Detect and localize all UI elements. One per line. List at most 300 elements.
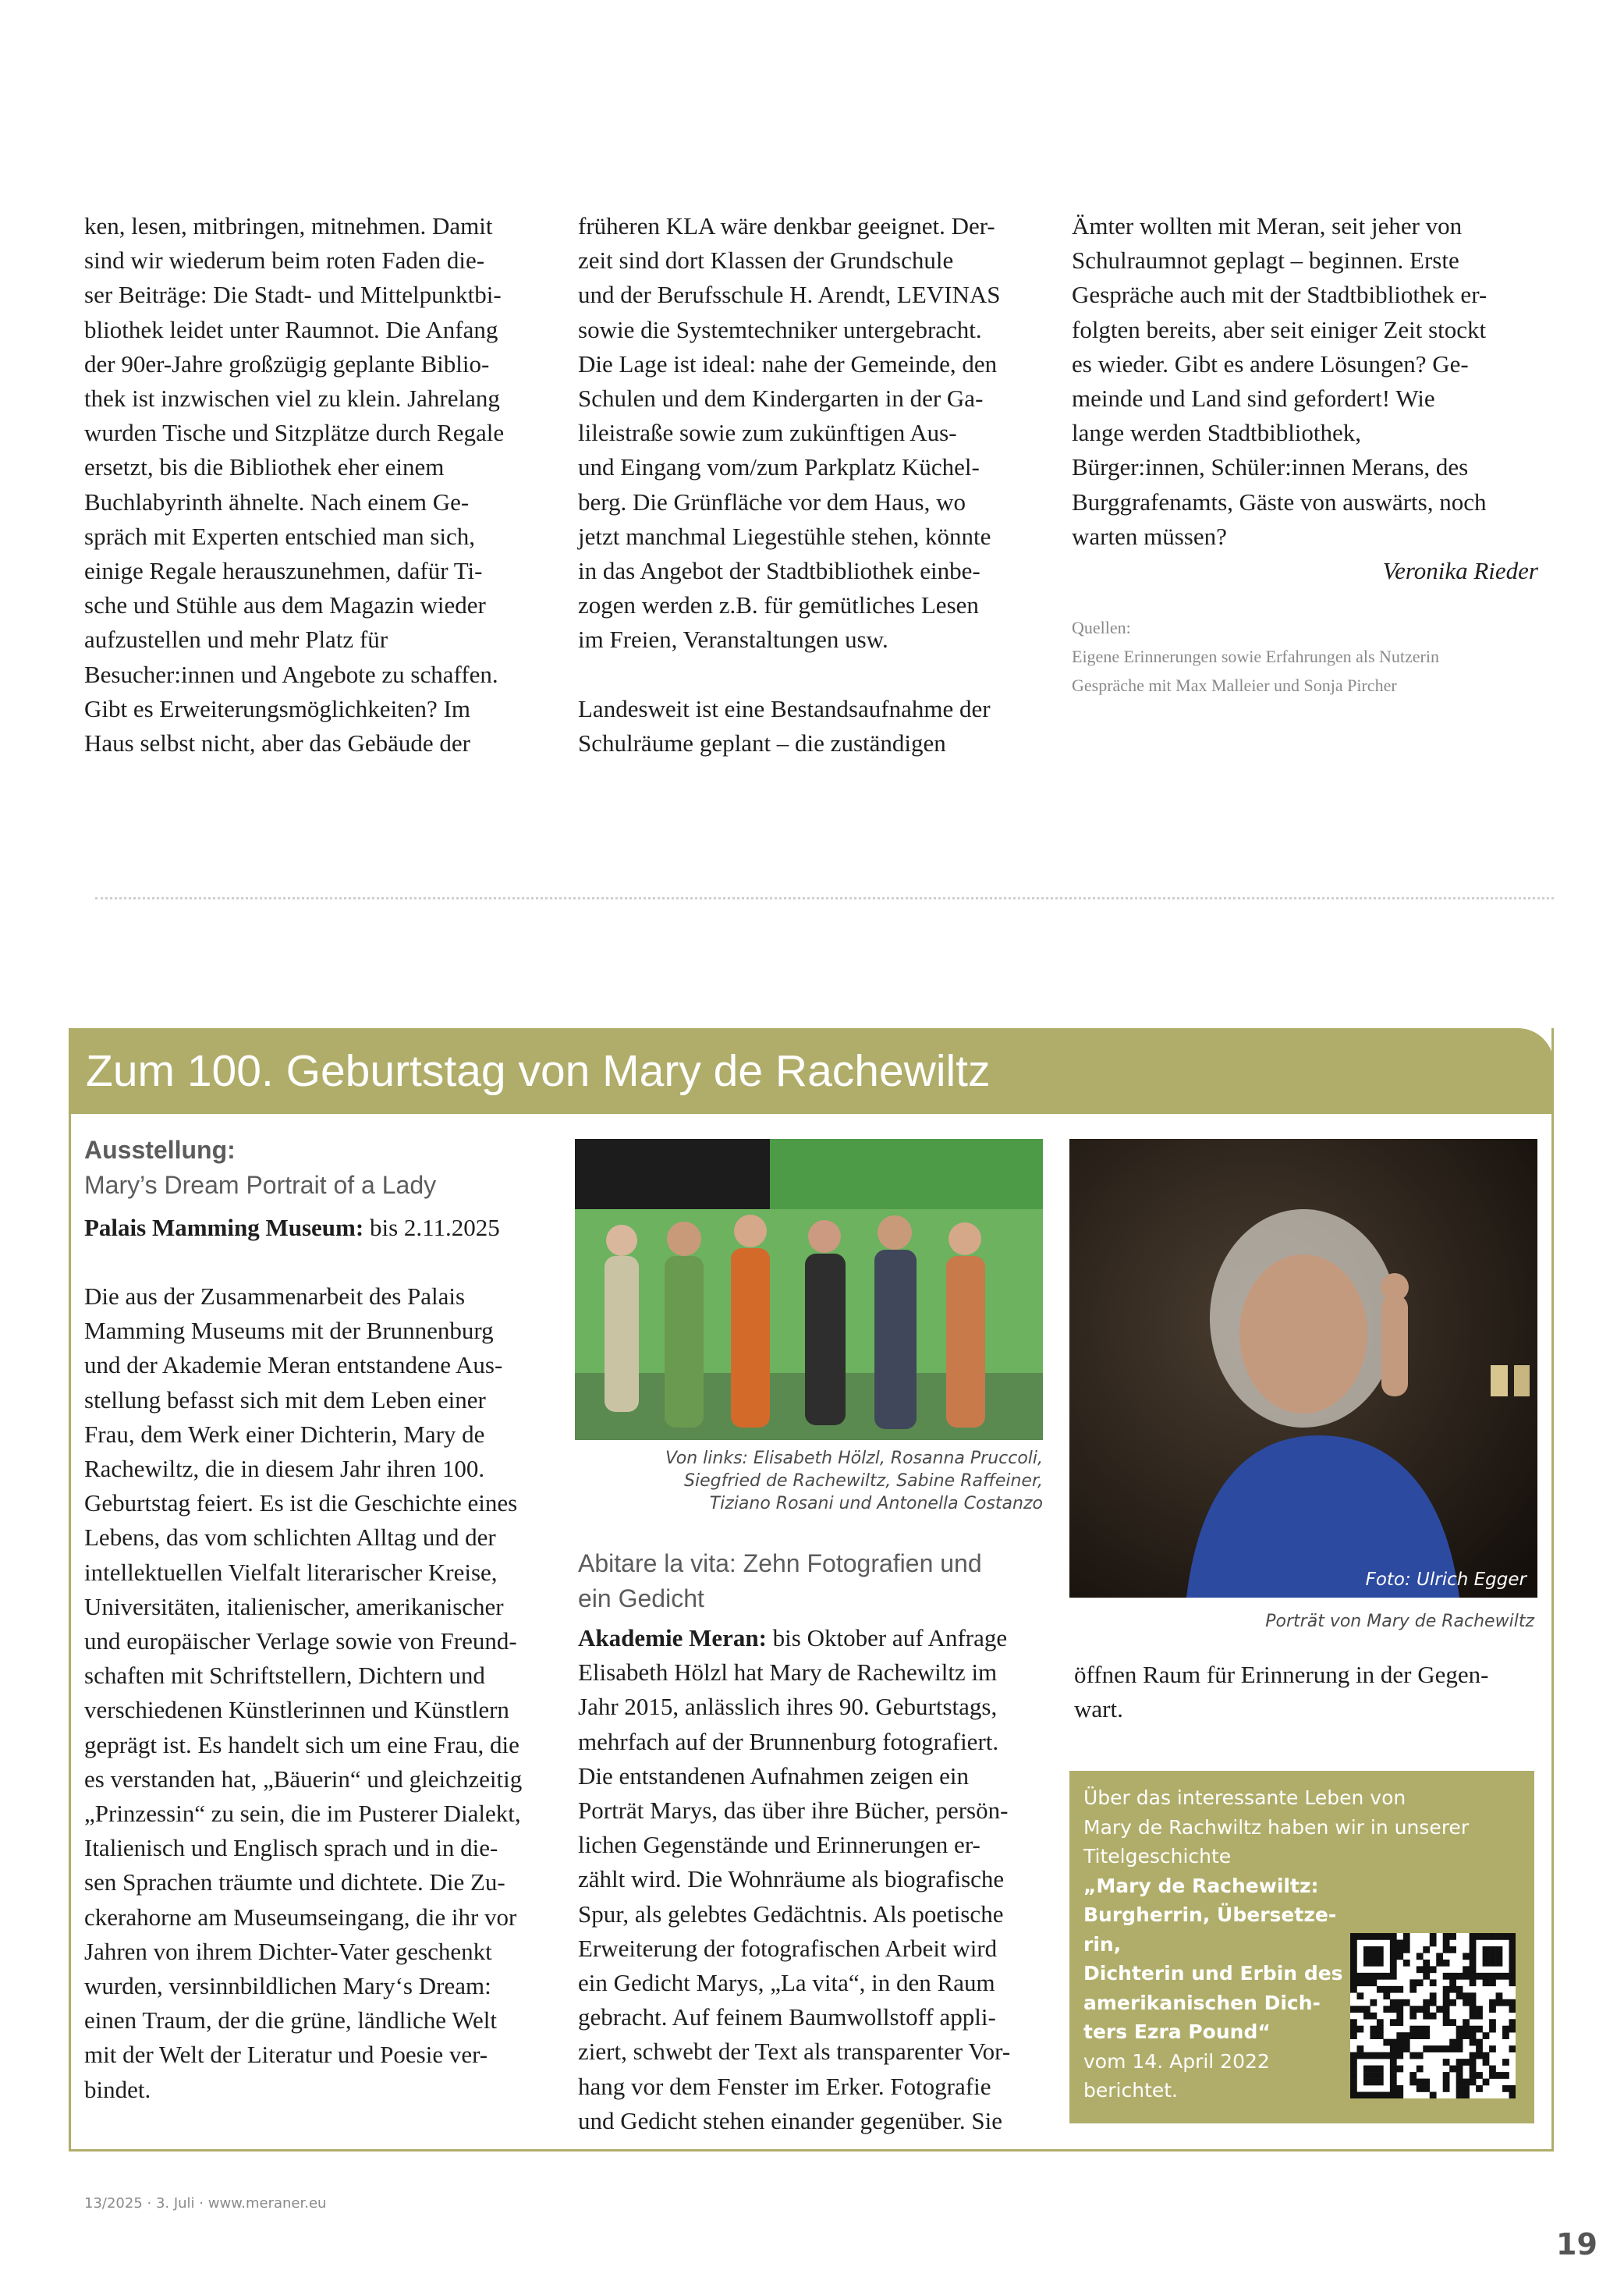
qr-module [1463, 2059, 1470, 2066]
qr-module [1390, 1953, 1397, 1960]
qr-module [1470, 1933, 1477, 1940]
qr-module [1383, 1986, 1390, 1993]
text-line: Gespräche auch mit der Stadtbibliothek er- [1072, 281, 1487, 309]
qr-module [1363, 2079, 1370, 2086]
text-line: Von links: Elisabeth Hölzl, Rosanna Pruccoli, [665, 1449, 1043, 1468]
text-line: thek ist inzwischen viel zu klein. Jahrelang [84, 385, 500, 413]
qr-module [1489, 1999, 1496, 2006]
text-line: Quellen: [1072, 618, 1131, 637]
article-column-2 [578, 209, 1001, 761]
text-line: einige Regale herauszunehmen, dafür Ti- [84, 557, 483, 585]
qr-module [1356, 2026, 1363, 2033]
qr-module [1509, 1979, 1516, 1986]
qr-module [1509, 2019, 1516, 2026]
qr-module [1470, 1946, 1477, 1953]
sources-note [1072, 613, 1439, 700]
qr-module [1476, 1973, 1483, 1980]
qr-module [1509, 2085, 1516, 2092]
text-line: berg. Die Grünfläche vor dem Haus, wo [578, 488, 966, 516]
qr-module [1377, 2052, 1384, 2059]
qr-module [1363, 1979, 1370, 1986]
qr-module [1463, 2092, 1470, 2098]
qr-module [1470, 2072, 1477, 2079]
qr-module [1350, 1953, 1357, 1960]
qr-module [1463, 1999, 1470, 2006]
text-line: spräch mit Experten entschied man sich, [84, 522, 476, 550]
qr-module [1370, 1946, 1377, 1953]
qr-module [1403, 2032, 1410, 2039]
qr-module [1417, 2006, 1424, 2013]
qr-module [1350, 2079, 1357, 2086]
qr-module [1470, 2032, 1477, 2039]
qr-module [1449, 2039, 1456, 2046]
qr-module [1443, 2019, 1450, 2026]
text-line: ein Gedicht [578, 1584, 704, 1612]
qr-module [1390, 1933, 1397, 1940]
qr-module [1350, 1960, 1357, 1967]
qr-module [1356, 1979, 1363, 1986]
qr-module [1350, 2072, 1357, 2079]
text-line: Frau, dem Werk einer Dichterin, Mary de [84, 1420, 485, 1448]
qr-module [1396, 2032, 1403, 2039]
qr-module [1377, 1946, 1384, 1953]
qr-module [1456, 2032, 1463, 2039]
text-line: und der Akademie Meran entstandene Aus- [84, 1351, 503, 1379]
qr-module [1403, 1933, 1410, 1940]
qr-module [1470, 2066, 1477, 2073]
qr-module [1396, 2092, 1403, 2098]
qr-module [1496, 1999, 1503, 2006]
qr-module [1383, 2039, 1390, 2046]
text-line: schaften mit Schriftstellern, Dichtern und [84, 1662, 485, 1690]
text-line: jetzt manchmal Liegestühle stehen, könnte [578, 522, 991, 550]
qr-module [1383, 2052, 1390, 2059]
abitare-venue-label: Akademie Meran: [578, 1624, 767, 1651]
text-line: öffnen Raum für Erinnerung in der Gegen- [1074, 1661, 1489, 1688]
qr-module [1363, 2066, 1370, 2073]
qr-module [1390, 2006, 1397, 2013]
qr-module [1350, 1986, 1357, 1993]
qr-module [1443, 1939, 1450, 1946]
text-line: es verstanden hat, „Bäuerin“ und gleichzeitig [84, 1765, 523, 1793]
article-column-3 [1072, 209, 1538, 588]
text-line: Ämter wollten mit Meran, seit jeher von [1072, 212, 1463, 239]
qr-module [1430, 2045, 1437, 2052]
qr-module [1377, 1986, 1384, 1993]
qr-module [1396, 2039, 1403, 2046]
qr-module [1449, 2066, 1456, 2073]
text-line: bindet. [84, 2075, 151, 2103]
article-column-2-part-1 [578, 209, 1001, 658]
qr-module [1383, 2092, 1390, 2098]
text-line: Bürger:innen, Schüler:innen Merans, des [1072, 453, 1469, 481]
qr-module [1489, 2045, 1496, 2052]
qr-module [1470, 2006, 1477, 2013]
qr-module [1502, 1973, 1509, 1980]
qr-module [1377, 2092, 1384, 2098]
page-number: 19 [1556, 2227, 1597, 2261]
venue-dates: bis 2.11.2025 [363, 1214, 500, 1241]
qr-module [1356, 2006, 1363, 2013]
qr-module [1496, 1933, 1503, 1940]
text-line: hang vor dem Fenster im Erker. Fotografie [578, 2072, 991, 2100]
qr-module [1489, 2026, 1496, 2033]
qr-module [1476, 2006, 1483, 2013]
text-line: Gibt es Erweiterungsmöglichkeiten? Im [84, 694, 471, 722]
qr-module [1463, 1973, 1470, 1980]
abitare-venue-rest: bis Oktober auf Anfrage [766, 1624, 1008, 1651]
qr-module [1350, 1973, 1357, 1980]
qr-module [1403, 2039, 1410, 2046]
text-line: Abitare la vita: Zehn Fotografien und [578, 1549, 982, 1577]
qr-module [1489, 1979, 1496, 1986]
qr-module [1363, 2092, 1370, 2098]
text-line: und Eingang vom/zum Parkplatz Küchel- [578, 453, 980, 481]
qr-module [1423, 2085, 1430, 2092]
qr-module [1456, 1973, 1463, 1980]
qr-module [1463, 1953, 1470, 1960]
text-line: warten müssen? [1072, 522, 1227, 550]
qr-module [1443, 2059, 1450, 2066]
qr-module [1470, 1992, 1477, 1999]
qr-module [1443, 2006, 1450, 2013]
qr-module [1449, 1999, 1456, 2006]
qr-module [1403, 1999, 1410, 2006]
author-signature: Veronika Rieder [1382, 557, 1538, 585]
qr-module [1463, 1992, 1470, 1999]
qr-module [1356, 1933, 1363, 1940]
text-line: zählt wird. Die Wohnräume als biografische [578, 1865, 1005, 1893]
qr-module [1363, 1953, 1370, 1960]
qr-module [1403, 2045, 1410, 2052]
qr-module [1489, 2006, 1496, 2013]
qr-module [1370, 2072, 1377, 2079]
qr-module [1483, 1933, 1490, 1940]
qr-module [1390, 2092, 1397, 2098]
text-line: und europäischer Verlage sowie von Freund- [84, 1627, 517, 1655]
qr-module [1509, 1966, 1516, 1973]
text-line: der 90er-Jahre großzügig geplante Biblio- [84, 349, 490, 378]
text-line: Elisabeth Hölzl hat Mary de Rachewiltz im [578, 1658, 998, 1687]
qr-module [1456, 1986, 1463, 1993]
text-line: sowie die Systemtechniker untergebracht. [578, 315, 982, 343]
qr-module [1456, 2026, 1463, 2033]
text-line: Universitäten, italienischer, amerikanischer [84, 1592, 504, 1620]
section-divider [95, 897, 1554, 899]
qr-module [1436, 2045, 1443, 2052]
qr-module [1370, 2013, 1377, 2020]
qr-module [1470, 1953, 1477, 1960]
qr-module [1390, 2085, 1397, 2092]
qr-module [1430, 1999, 1437, 2006]
qr-module [1417, 1979, 1424, 1986]
footer-info: 13/2025 · 3. Juli · www.meraner.eu [84, 2195, 327, 2212]
qr-module [1509, 1973, 1516, 1980]
qr-module [1396, 2045, 1403, 2052]
article-column-3-text [1072, 209, 1538, 554]
qr-module [1496, 1953, 1503, 1960]
qr-module [1496, 1992, 1503, 1999]
qr-module [1489, 1960, 1496, 1967]
qr-module [1370, 1979, 1377, 1986]
qr-module [1463, 2085, 1470, 2092]
qr-module [1350, 1979, 1357, 1986]
qr-module [1409, 2006, 1417, 2013]
section-header [69, 1028, 1554, 1114]
qr-module [1443, 1946, 1450, 1953]
article-column-2-part-2 [578, 692, 1001, 761]
qr-module [1377, 1953, 1384, 1960]
qr-module [1370, 2092, 1377, 2098]
qr-module [1449, 1973, 1456, 1980]
qr-module [1509, 1953, 1516, 1960]
text-line: zeit sind dort Klassen der Grundschule [578, 247, 954, 275]
text-line: früheren KLA wäre denkbar geeignet. Der- [578, 212, 995, 239]
qr-module [1483, 1960, 1490, 1967]
qr-module [1456, 2085, 1463, 2092]
text-line: Rachewiltz, die in diesem Jahr ihren 100. [84, 1455, 485, 1483]
qr-module [1470, 2026, 1477, 2033]
qr-module [1456, 2039, 1463, 2046]
qr-module [1449, 2045, 1456, 2052]
qr-module [1470, 2079, 1477, 2086]
qr-module [1370, 1960, 1377, 1967]
qr-module [1509, 2092, 1516, 2098]
qr-module [1456, 2045, 1463, 2052]
text-line: Geburtstag feiert. Es ist die Geschichte eines [84, 1489, 518, 1517]
qr-module [1463, 1966, 1470, 1973]
qr-module [1370, 1999, 1377, 2006]
abitare-text-continued [1074, 1658, 1488, 1726]
text-line: Burgherrin, Übersetze- [1083, 1903, 1337, 1926]
text-line: und Gedicht stehen einander gegenüber. Sie [578, 2106, 1003, 2134]
qr-module [1417, 2066, 1424, 2073]
text-line: Spur, als gelebtes Gedächtnis. Als poetische [578, 1900, 1004, 1928]
qr-module [1489, 2019, 1496, 2026]
group-photo-caption [575, 1447, 1043, 1515]
qr-module [1476, 2026, 1483, 2033]
qr-module [1449, 1986, 1456, 1993]
text-line: wurden Tische und Sitzplätze durch Regale [84, 419, 505, 447]
qr-module [1409, 1979, 1417, 1986]
qr-module [1483, 2059, 1490, 2066]
text-line: Dichterin und Erbin des [1083, 1962, 1343, 1985]
qr-module [1509, 2006, 1516, 2013]
qr-module [1489, 2066, 1496, 2073]
qr-module [1390, 2072, 1397, 2079]
qr-module [1502, 2026, 1509, 2033]
qr-module [1390, 2059, 1397, 2066]
qr-module [1390, 2066, 1397, 2073]
text-line: ziert, schwebt der Text als transparenter Vor- [578, 2038, 1011, 2066]
text-line: Die Lage ist ideal: nahe der Gemeinde, den [578, 349, 998, 378]
qr-module [1390, 2019, 1397, 2026]
qr-module [1370, 1973, 1377, 1980]
venue-label: Palais Mamming Museum: [84, 1214, 364, 1241]
qr-module [1430, 1992, 1437, 1999]
text-line: Jahr 2015, anlässlich ihres 90. Geburtstags, [578, 1693, 998, 1721]
group-photo [575, 1139, 1043, 1440]
text-line: einen Traum, der die grüne, ländliche Welt [84, 2006, 497, 2034]
text-line: Besucher:innen und Angebote zu schaffen. [84, 660, 498, 688]
text-line: Gespräche mit Max Malleier und Sonja Pircher [1072, 676, 1397, 695]
qr-module [1396, 1986, 1403, 1993]
qr-module [1377, 2026, 1384, 2033]
qr-module [1489, 1953, 1496, 1960]
qr-module [1509, 2045, 1516, 2052]
qr-module [1390, 1999, 1397, 2006]
qr-module [1383, 1933, 1390, 1940]
qr-module [1443, 1986, 1450, 1993]
qr-module [1443, 2013, 1450, 2020]
qr-module [1502, 1933, 1509, 1940]
qr-module [1509, 1939, 1516, 1946]
qr-module [1417, 2032, 1424, 2039]
qr-module [1350, 1946, 1357, 1953]
qr-module [1363, 1973, 1370, 1980]
qr-module [1483, 1973, 1490, 1980]
text-line: berichtet. [1083, 2079, 1178, 2102]
qr-module [1483, 2032, 1490, 2039]
text-line: geprägt ist. Es handelt sich um eine Frau, die [84, 1730, 519, 1758]
abitare-heading [578, 1546, 982, 1616]
qr-module [1370, 2079, 1377, 2086]
qr-module [1456, 2066, 1463, 2073]
qr-module [1377, 2032, 1384, 2039]
cover-story-infobox [1069, 1771, 1534, 2123]
qr-module [1430, 2013, 1437, 2020]
qr-module [1476, 2052, 1483, 2059]
qr-module [1483, 2052, 1490, 2059]
exhibition-venue [84, 1211, 500, 1245]
text-line: Porträt Marys, das über ihre Bücher, persön- [578, 1797, 1009, 1825]
text-line: ters Ezra Pound“ [1083, 2020, 1271, 2043]
qr-module [1430, 1966, 1437, 1973]
photo-credit: Foto: Ulrich Egger [1365, 1570, 1526, 1590]
text-line: Haus selbst nicht, aber das Gebäude der [84, 729, 470, 757]
text-line: gebracht. Auf feinem Baumwollstoff appli- [578, 2003, 996, 2031]
text-line: folgten bereits, aber seit einiger Zeit stockt [1072, 315, 1487, 343]
article-column-1 [84, 209, 504, 761]
qr-module [1423, 2013, 1430, 2020]
qr-code[interactable] [1350, 1933, 1516, 2098]
qr-module [1377, 1960, 1384, 1967]
qr-module [1496, 1960, 1503, 1967]
portrait-photo [1069, 1139, 1537, 1598]
text-line: Italienisch und Englisch sprach und in die- [84, 1834, 498, 1862]
text-line: es wieder. Gibt es andere Lösungen? Ge- [1072, 349, 1469, 378]
qr-module [1449, 1933, 1456, 1940]
text-line: mehrfach auf der Brunnenburg fotografiert. [578, 1727, 999, 1755]
qr-module [1363, 2006, 1370, 2013]
qr-module [1470, 2052, 1477, 2059]
qr-module [1350, 1966, 1357, 1973]
qr-module [1423, 2079, 1430, 2086]
qr-module [1390, 2052, 1397, 2059]
abitare-text [578, 1621, 1010, 2138]
text-line: sind wir wiederum beim roten Faden die- [84, 247, 485, 275]
qr-module [1470, 1960, 1477, 1967]
qr-module [1496, 1973, 1503, 1980]
qr-module [1436, 2006, 1443, 2013]
text-line: Titelgeschichte [1083, 1845, 1232, 1868]
qr-module [1409, 2026, 1417, 2033]
qr-module [1356, 2052, 1363, 2059]
text-line: amerikanischen Dich- [1083, 1991, 1321, 2014]
qr-module [1363, 1933, 1370, 1940]
qr-module [1390, 1939, 1397, 1946]
text-line: Erweiterung der fotografischen Arbeit wird [578, 1934, 998, 1962]
qr-module [1363, 2013, 1370, 2020]
text-line: Die entstandenen Aufnahmen zeigen ein [578, 1761, 969, 1790]
qr-module [1423, 2006, 1430, 2013]
qr-module [1396, 2019, 1403, 2026]
text-line: Schulräume geplant – die zuständigen [578, 729, 946, 757]
qr-module [1456, 2072, 1463, 2079]
qr-module [1417, 1953, 1424, 1960]
qr-module [1502, 2085, 1509, 2092]
qr-module [1377, 1973, 1384, 1980]
qr-module [1496, 1946, 1503, 1953]
qr-module [1443, 2045, 1450, 2052]
exhibition-title: Mary’s Dream Portrait of a Lady [84, 1171, 437, 1199]
text-line: Die aus der Zusammenarbeit des Palais [84, 1282, 466, 1310]
qr-module [1363, 1946, 1370, 1953]
text-line: ken, lesen, mitbringen, mitnehmen. Damit [84, 212, 493, 239]
qr-module [1390, 2045, 1397, 2052]
qr-module [1502, 2059, 1509, 2066]
qr-module [1502, 1999, 1509, 2006]
qr-module [1350, 2085, 1357, 2092]
qr-module [1377, 2072, 1384, 2079]
qr-module [1350, 2059, 1357, 2066]
text-line: mit der Welt der Literatur und Poesie ver- [84, 2041, 488, 2069]
qr-module [1509, 1933, 1516, 1940]
qr-module [1377, 2079, 1384, 2086]
qr-module [1403, 1939, 1410, 1946]
text-line: Jahren von ihrem Dichter-Vater geschenkt [84, 1937, 492, 1965]
qr-module [1356, 1973, 1363, 1980]
qr-module [1456, 2059, 1463, 2066]
exhibition-description [84, 1279, 522, 2107]
qr-module [1350, 2019, 1357, 2026]
qr-module [1423, 2026, 1430, 2033]
qr-module [1403, 1946, 1410, 1953]
text-line: ein Gedicht Marys, „La vita“, in den Raum [578, 1969, 995, 1997]
qr-module [1456, 2092, 1463, 2098]
text-line: Landesweit ist eine Bestandsaufnahme der [578, 694, 991, 722]
qr-module [1470, 1979, 1477, 1986]
qr-module [1476, 2039, 1483, 2046]
qr-module [1489, 1973, 1496, 1980]
qr-module [1456, 1992, 1463, 1999]
portrait-caption: Porträt von Mary de Rachewiltz [1265, 1612, 1534, 1631]
qr-module [1390, 1960, 1397, 1967]
qr-module [1423, 1973, 1430, 1980]
qr-module [1443, 1933, 1450, 1940]
text-line: Mary de Rachwiltz haben wir in unserer [1083, 1815, 1470, 1839]
qr-module [1396, 2085, 1403, 2092]
qr-module [1396, 2052, 1403, 2059]
text-line: „Prinzessin“ zu sein, die im Pusterer Dialekt, [84, 1800, 521, 1828]
qr-module [1476, 1933, 1483, 1940]
qr-module [1470, 1999, 1477, 2006]
qr-module [1396, 2066, 1403, 2073]
qr-module [1470, 2039, 1477, 2046]
qr-module [1430, 1939, 1437, 1946]
qr-module [1396, 1946, 1403, 1953]
qr-module [1370, 2026, 1377, 2033]
